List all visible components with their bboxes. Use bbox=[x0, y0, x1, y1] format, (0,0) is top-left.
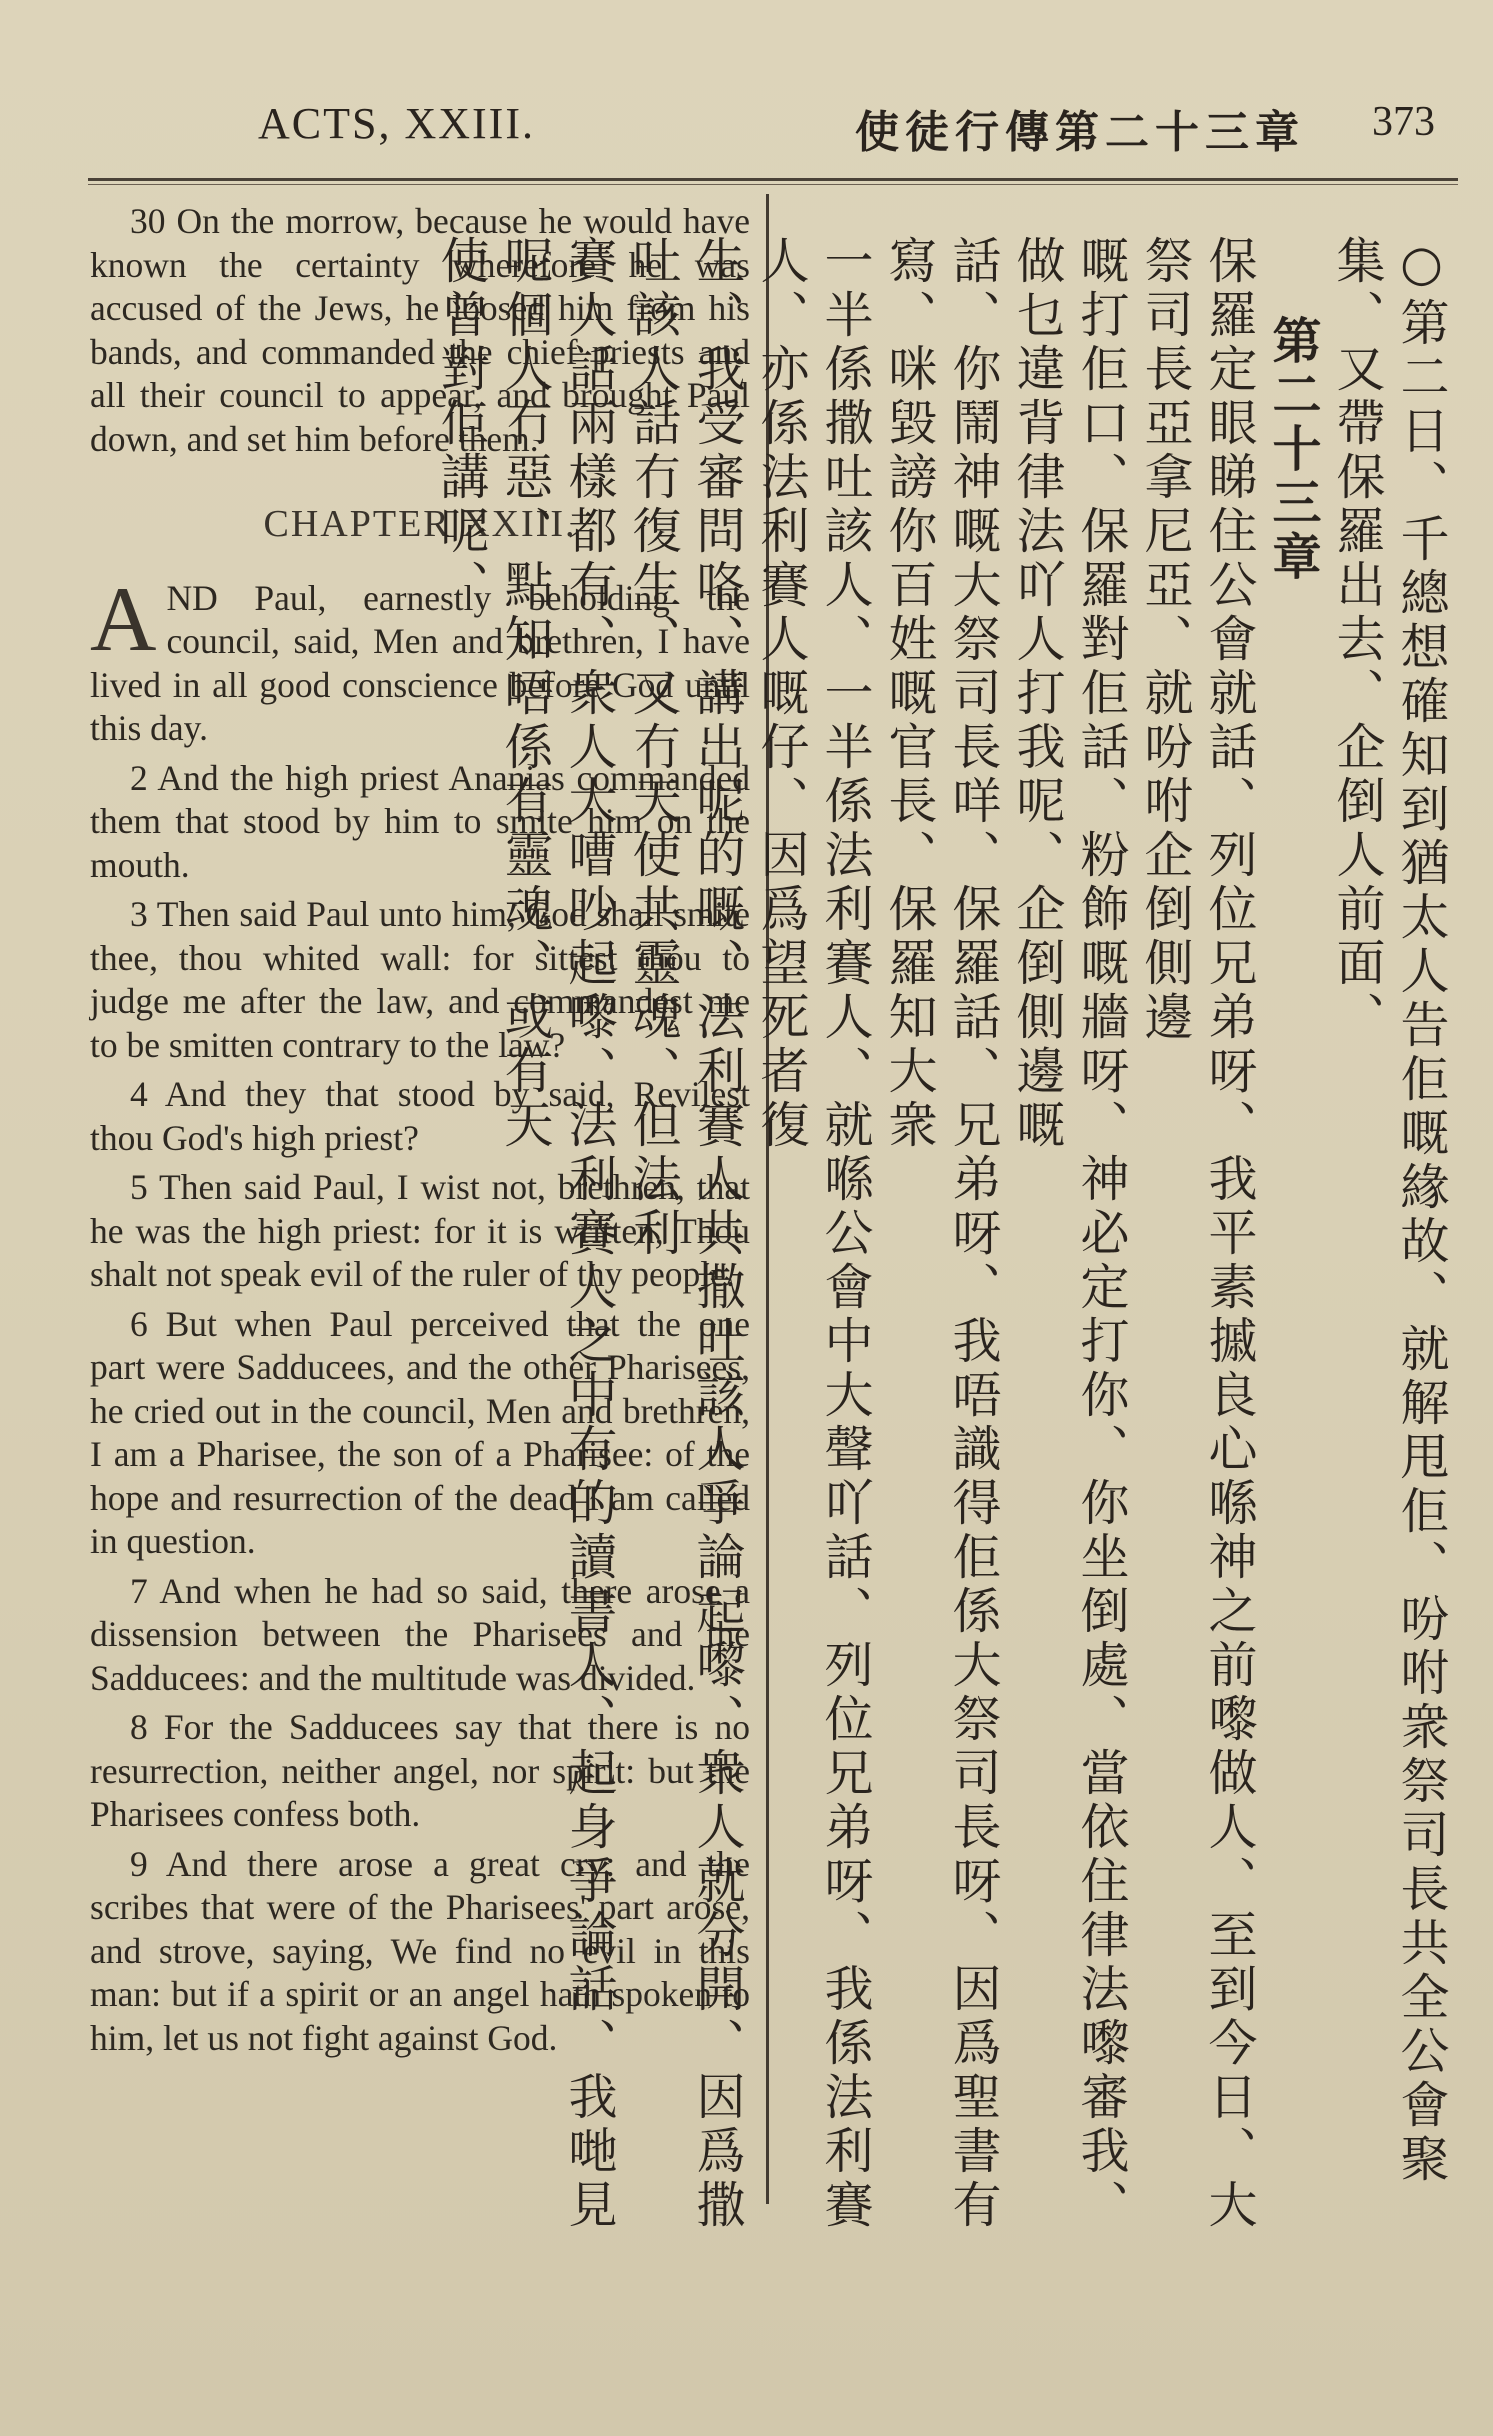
verse-3: 3 Then said Paul unto him, God shall smite thee, thou whited wall: for sittest thou to judge me after the law, and commandest me to be smitten contrary to the law? bbox=[90, 894, 750, 1065]
chinese-chapter-heading: 第二十三章 bbox=[1265, 315, 1322, 585]
chinese-column bbox=[433, 235, 1453, 2235]
chinese-line-8: 使曾對佢講呢、 bbox=[433, 235, 490, 613]
verse-9: 9 And there arose a great cry: and the scribes that were of the Pharisees' part arose, and strove, saying, We find no evil in this man: but if a spirit or an angel hath spoken to him, let us not fight against God. bbox=[90, 1843, 750, 2058]
verse-30: 30 On the morrow, because he would have known the certainty wherefore he was accused of the Jews, he loosed him from his bands, and commanded the chief priests and all their council to appear, and brought Paul down, and set him before them. bbox=[90, 201, 750, 459]
header-rule bbox=[88, 178, 1458, 181]
header-rule-thin bbox=[88, 184, 1458, 185]
chapter-heading: CHAPTER XXIII. bbox=[263, 503, 577, 545]
drop-cap: A bbox=[90, 567, 157, 670]
verse-5: 5 Then said Paul, I wist not, brethren, that he was the high priest: for it is written, Thou shalt not speak evil of the ruler of thy people. bbox=[90, 1167, 750, 1294]
chinese-line-7: 賽人話兩樣都有、衆人大嘈吵起嚟、法利賽人之中有的讀書人、起身爭論話、我哋見呢個人冇惡、點知唔係有靈魂、或有天 bbox=[497, 235, 618, 2233]
chinese-line-4: 話、你鬧神嘅大祭司長咩、保羅話、兄弟呀、我唔識得佢係大祭司長呀、因爲聖書有寫、咪毀謗你百姓嘅官長、保羅知大衆 bbox=[881, 235, 1002, 2233]
chinese-line-3: 嘅打佢口、保羅對佢話、粉飾嘅牆呀、神必定打你、你坐倒處、當依住律法嚟審我、做乜違背律法吖人打我呢、企倒側邊嘅 bbox=[1009, 235, 1130, 2233]
chinese-line-2: 保羅定眼睇住公會就話、列位兄弟呀、我平素摵良心喺神之前嚟做人、至到今日、大祭司長亞拿尼亞、就吩咐企倒側邊 bbox=[1137, 235, 1258, 2233]
verse-6: 6 But when Paul perceived that the one part were Sadducees, and the other Pharisees, he cried out in the council, Men and brethren, I am a Pharisee, the son of a Pharisee: of the hope and resurrection of the dead I am called in question. bbox=[90, 1303, 750, 1561]
running-title-english: ACTS, XXIII. bbox=[258, 99, 535, 148]
page-header bbox=[0, 70, 1493, 190]
verse-1-text: ND Paul, earnestly beholding the council, said, Men and brethren, I have lived in all good conscience before God until this day. bbox=[90, 577, 750, 748]
verse-8: 8 For the Sadducees say that there is no resurrection, neither angel, nor spirit: but the Pharisees confess both. bbox=[90, 1707, 750, 1834]
running-title-chinese: 使徒行傳第二十三章 bbox=[855, 107, 1305, 158]
page-number: 373 bbox=[1372, 99, 1435, 145]
chinese-line-6: 生、我受審問咯、講出呢的嘅、法利賽人共撒吐該人爭論起嚟、衆人就分開、因爲撒吐該人話冇復生、又冇天使共靈魂、但法利 bbox=[625, 235, 746, 2233]
verse-2: 2 And the high priest Ananias commanded them that stood by him to smite him on the mouth. bbox=[90, 757, 750, 885]
chinese-line-1: ○第二日、千總想確知到猶太人告佢嘅緣故、就解甩佢、吩咐衆祭司長共全公會聚集、又帶保羅出去、企倒人前面、 bbox=[1329, 235, 1450, 2187]
verse-4: 4 And they that stood by said, Revilest thou God's high priest? bbox=[90, 1074, 750, 1158]
verse-7: 7 And when he had so said, there arose a dissension between the Pharisees and the Sadducees: and the multitude was divided. bbox=[90, 1570, 750, 1698]
chinese-line-5: 一半係撒吐該人、一半係法利賽人、就喺公會中大聲吖話、列位兄弟呀、我係法利賽人、亦係法利賽人嘅仔、因爲望死者復 bbox=[753, 235, 874, 2233]
